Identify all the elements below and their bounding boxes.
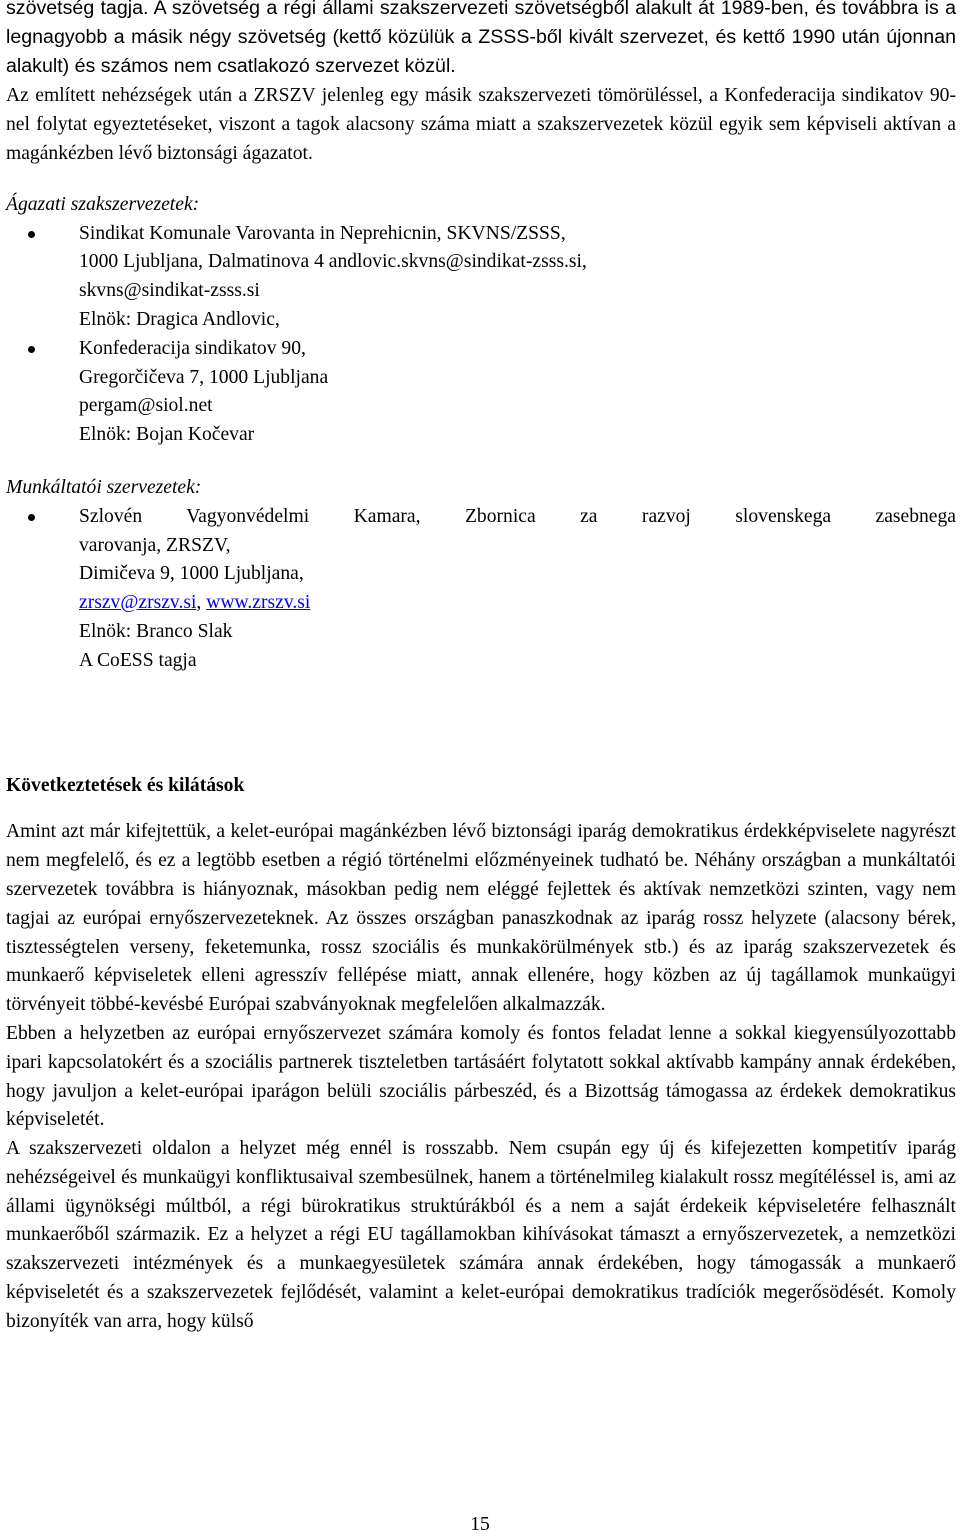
intro-paragraph: Az említett nehézségek után a ZRSZV jelenleg egy másik szakszervezeti tömörüléssel, a Konfederacija sindikatov 90-nel folytat egyeztetéseket, viszont a tagok alacsony száma miatt a szakszervezetek közül egyik sem képviseli aktívan a magánkézben lévő biztonsági ágazatot.	[6, 85, 956, 164]
union-email: skvns@sindikat-zsss.si	[79, 280, 260, 302]
union-name: Sindikat Komunale Varovanta in Neprehicnin, SKVNS/ZSSS,	[79, 222, 566, 244]
employer-orgs-title: Munkáltatói szervezetek:	[6, 476, 202, 498]
employer-org-name-cont: varovanja, ZRSZV,	[79, 534, 231, 556]
union-name: Konfederacija sindikatov 90,	[79, 337, 306, 359]
bullet-icon	[28, 514, 35, 521]
employer-org-contacts	[79, 589, 956, 618]
document-page	[6, 0, 956, 1337]
industry-unions-title: Ágazati szakszervezetek:	[6, 193, 200, 215]
union-president: Elnök: Bojan Kočevar	[79, 424, 255, 446]
list-item	[6, 335, 956, 450]
employer-org-address: Dimičeva 9, 1000 Ljubljana,	[79, 563, 304, 585]
contact-separator: ,	[196, 592, 207, 614]
employer-org-president: Elnök: Branco Slak	[79, 620, 233, 642]
intro-sans-paragraph: szövetség tagja. A szövetség a régi állami szakszervezeti szövetségből alakult át 1989-ben, és továbbra is a legnagyobb a másik négy szövetség (kettő közülük a ZSSS-ből kivált szervezet, és kettő 1990 után újonnan alakult) és számos nem csatlakozó szervezet közül.	[6, 0, 956, 77]
employer-org-name: Szlovén Vagyonvédelmi Kamara, Zbornica za razvoj slovenskega zasebnega	[79, 505, 956, 527]
website-link[interactable]: www.zrszv.si	[206, 592, 311, 614]
conclusion-paragraph-2: Ebben a helyzetben az európai ernyőszervezet számára komoly és fontos feladat lenne a sokkal kiegyensúlyozottabb ipari kapcsolatokért és a szociális partnerek tiszteletben tartásáért folytatott sokkal aktívabb kampány annak érdekében, hogy javuljon a kelet-európai iparágon belüli szociális párbeszéd, és a Bizottság támogassa az érdekek demokratikus képviseletét.	[6, 1022, 956, 1131]
bullet-icon	[28, 231, 35, 238]
bullet-icon	[28, 346, 35, 353]
union-address: Gregorčičeva 7, 1000 Ljubljana	[79, 366, 329, 388]
employer-org-membership: A CoESS tagja	[79, 649, 197, 671]
page-number: 15	[470, 1514, 490, 1535]
list-item	[6, 503, 956, 676]
employer-orgs-list	[6, 503, 956, 676]
conclusion-paragraph-1: Amint azt már kifejtettük, a kelet-európai magánkézben lévő biztonsági iparág demokratikus érdekképviselete nagyrészt nem megfelelő, és ez a legtöbb esetben a régió történelmi előzményeinek tudható be. Néhány országban a munkáltatói szervezetek továbbra is hiányoznak, másokban pedig nem eléggé fejlettek és aktívak nemzetközi szinten, vagy nem tagjai az európai ernyőszervezeteknek. Az összes országban panaszkodnak az iparág rossz helyzete (alacsony bérek, tisztességtelen verseny, feketemunka, rossz szociális és munkakörülmények stb.) és az iparág szakszervezetek és munkaerő képviseletek elleni agresszív fellépése miatt, annak ellenére, hogy közben az új tagállamok munkaügyi törvényeit többé-kevésbé Európai szabványoknak megfelelően alkalmazzák.	[6, 821, 956, 1016]
industry-unions-list	[6, 220, 956, 450]
email-link[interactable]: zrszv@zrszv.si	[79, 592, 197, 614]
union-president: Elnök: Dragica Andlovic,	[79, 308, 280, 330]
union-address: 1000 Ljubljana, Dalmatinova 4 andlovic.skvns@sindikat-zsss.si,	[79, 251, 587, 273]
list-item	[6, 220, 956, 335]
conclusion-paragraph-3: A szakszervezeti oldalon a helyzet még ennél is rosszabb. Nem csupán egy új és kifejezetten kompetitív iparág nehézségeivel és munkaügyi konfliktusaival szembesülnek, hanem a történelmileg kialakult rossz megítéléssel is, ami az állami ügynökségi múltból, a régi bürokratikus struktúrákból és a nem a saját érdekeik képviseletére felhasznált munkaerőből származik. Ez a helyzet a régi EU tagállamokban kihívásokat támaszt a ernyőszervezetek, a nemzetközi szakszervezeti intézmények és a munkaegyesületek számára annak érdekében, hogy támogassák a munkaerő képviseletét és a szakszervezetek fejlődését, valamint a kelet-európai demokratikus tradíciók megerősödését. Komoly bizonyíték van arra, hogy külső	[6, 1138, 956, 1332]
union-email: pergam@siol.net	[79, 395, 213, 417]
conclusions-heading: Következtetések és kilátások	[6, 774, 245, 796]
